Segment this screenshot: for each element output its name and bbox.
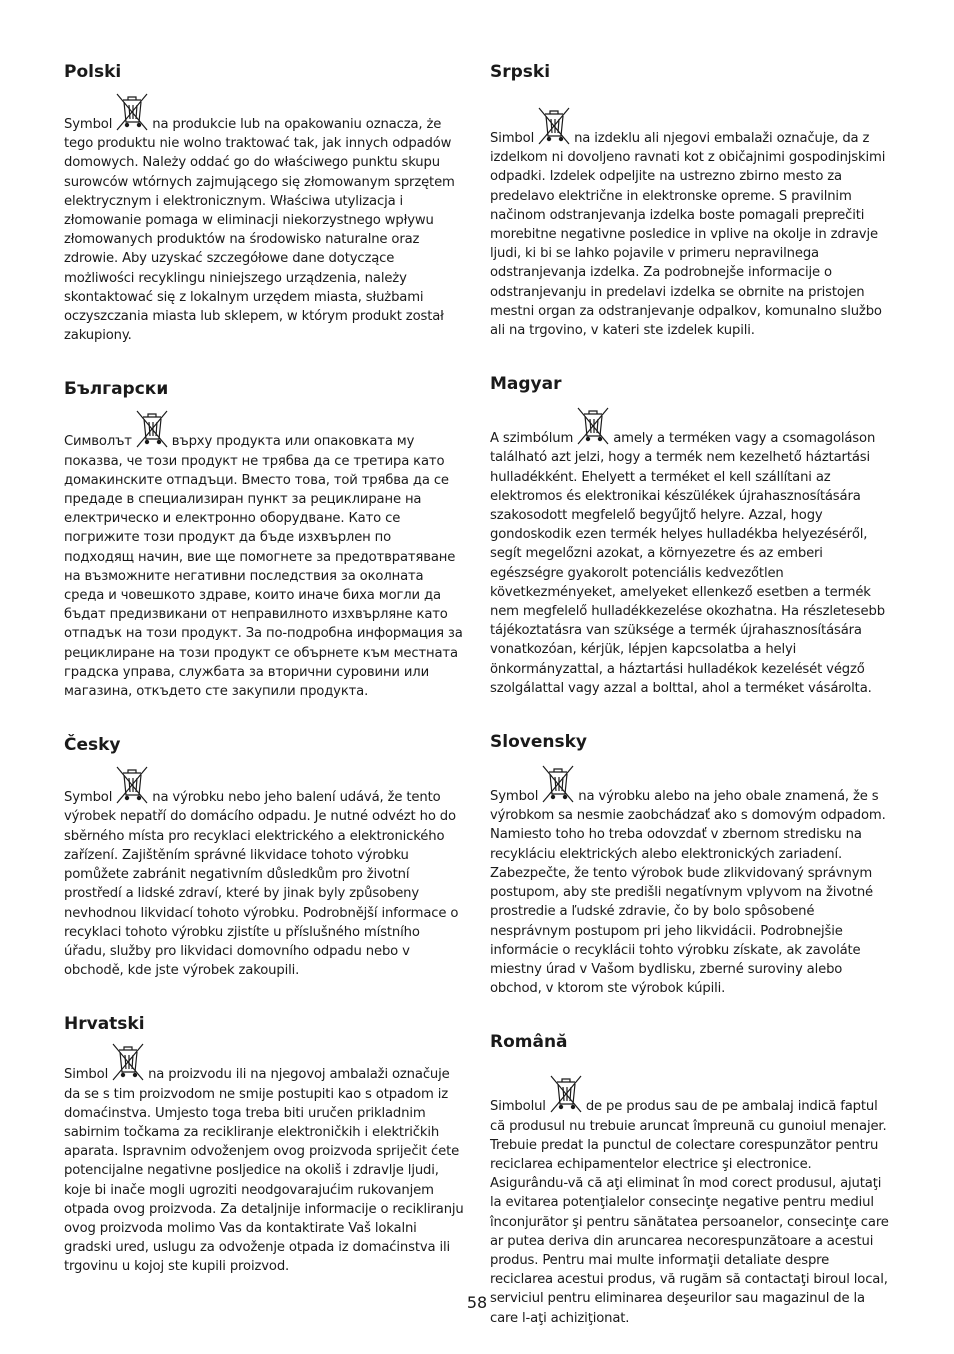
- page-number: 58: [466, 1293, 488, 1312]
- section-croatian: [64, 1012, 464, 1276]
- section-slovak: [490, 730, 890, 998]
- symbol-label: Символът: [64, 434, 132, 450]
- section-heading: Česky: [64, 735, 121, 756]
- section-body: [490, 764, 890, 998]
- section-text: na výrobku nebo jeho balení udává, že tento výrobek nepatří do domácího odpadu. Je nutné odvézt ho do sběrného místa pro recyklaci elektrického a elektronického zařízení. Zajištěním správné likvidace tohoto výrobku pomůžete zabránit negativním důsledkům pro životní prostředí a lidské zdraví, které by jinak byly způsobeny nevhodnou likvidací tohoto výrobku. Podrobnější informace o recyklaci tohoto výrobku zjistíte u příslušného místního úřadu, služby pro likvidaci domovního odpadu nebo v obchodě, kde jste výrobek zakoupili.: [64, 790, 459, 979]
- section-romanian: [490, 1030, 890, 1327]
- section-text: na proizvodu ili na njegovoj ambalaži označuje da se s tim proizvodom ne smije postupiti kao s otpadom iz domaćinstva. Umjesto toga treba biti uručen prikladnim sabirnim točkama za recikliranje elektroničkih i električkih aparata. Ispravnim odvoženjem ovog proizvoda spriječit ćete potencijalne negativne posljedice na okoliš i zdravlje ljudi, koje bi inače mogli ugroziti neodgovarajućim rukovanjem otpada ovog proizvoda. Za detaljnije informacije o recikliranju ovog proizvoda molimo Vas da kontaktirate Vaš lokalni gradski ured, uslugu za odvoženje otpada iz domaćinstva ili trgovinu u kojoj ste kupili proizvod.: [64, 1067, 464, 1275]
- crossed-out-wheelie-bin-icon: [537, 106, 571, 146]
- crossed-out-wheelie-bin-icon: [549, 1074, 583, 1114]
- crossed-out-wheelie-bin-icon: [115, 765, 149, 805]
- section-body: [64, 92, 464, 345]
- section-heading: Български: [64, 379, 169, 400]
- symbol-label: Simbol: [490, 131, 535, 146]
- section-heading: Română: [490, 1032, 568, 1053]
- section-text: amely a terméken vagy a csomagoláson található azt jelzi, hogy a termék nem kezelhető háztartási hulladékként. Ehelyett a terméket el kell szállítani az elektromos és elektronikai készülékek újrahasznosítására szakosodott megfelelő begyűjtő helyre. Azzal, hogy gondoskodik ezen termék helyes hulladékba helyezéséről, segít megelőzni azokat, a környezetre és az emberi egészségre gyakorolt potenciális kedvezőtlen következményeket, amelyeket ellenkező esetben a termék nem megfelelő hulladékkezelése okozhatna. Ha részletesebb tájékoztatásra van szüksége a termék újrahasznosítására vonatkozóan, kérjük, lépjen kapcsolatba a helyi önkormányzattal, a háztartási hulladékok kezelését végző szolgálattal vagy azzal a bolttal, ahol a terméket vásárolta.: [490, 431, 885, 696]
- section-heading: Slovensky: [490, 732, 587, 753]
- section-body: [64, 765, 464, 980]
- section-body: [490, 1074, 890, 1327]
- section-body: [490, 406, 890, 698]
- section-text: na výrobku alebo na jeho obale znamená, že s výrobkom sa nesmie zaobchádzať ako s domovým odpadom. Namiesto toho ho treba odovzdať v zbernom stredisku na recykláciu elektrických alebo elektronických zariadení. Zabezpečte, že tento výrobok bude zlikvidovaný správnym postupom, aby ste predišli negatívnym vplyvom na životné prostredie a ľudské zdravie, čo by bolo spôsobené nesprávnym postupom pri jeho likvidácii. Podrobnejšie informácie o recyklácii tohto výrobku získate, ak zavoláte miestny úrad v Vašom bydlisku, zberné suroviny alebo obchod, v ktorom ste výrobok kúpili.: [490, 789, 886, 997]
- section-czech: [64, 733, 464, 980]
- section-polski: [64, 60, 464, 345]
- symbol-label: A szimbólum: [490, 431, 574, 447]
- section-body: [490, 106, 890, 340]
- crossed-out-wheelie-bin-icon: [576, 406, 610, 446]
- section-heading: Hrvatski: [64, 1014, 145, 1035]
- section-heading: Polski: [64, 62, 122, 82]
- section-text: na produkcie lub na opakowaniu oznacza, że tego produktu nie wolno traktować tak, jak innych odpadów domowych. Należy oddać go do właściwego punktu skupu surowców wtórnych zajmującego się złomowanym sprzętem elektrycznym i elektronicznym. Właściwa utylizacja i złomowanie pomaga w eliminacji niekorzystnego wpływu złomowanych produktów na środowisko naturalne oraz zdrowie. Aby uzyskać szczegółowe dane dotyczące możliwości recyklingu niniejszego urządzenia, należy skontaktować się z lokalnym urzędem miasta, służbami oczyszczania miasta lub sklepem, w którym produkt został zakupiony.: [64, 117, 455, 344]
- crossed-out-wheelie-bin-icon: [135, 409, 169, 449]
- crossed-out-wheelie-bin-icon: [115, 92, 149, 132]
- section-body: [64, 409, 464, 701]
- symbol-label: Simbol: [64, 1067, 109, 1083]
- symbol-label: Symbol: [64, 117, 113, 132]
- section-body: [64, 1042, 464, 1276]
- crossed-out-wheelie-bin-icon: [541, 764, 575, 804]
- section-serbian: [490, 60, 890, 340]
- right-column: [490, 60, 890, 1328]
- section-hungarian: [490, 372, 890, 698]
- symbol-label: Symbol: [490, 789, 539, 805]
- symbol-label: Symbol: [64, 790, 113, 806]
- section-text: na izdeklu ali njegovi embalaži označuje, da z izdelkom ni dovoljeno ravnati kot z običajnimi gospodinjskimi odpadki. Izdelek odpeljite na ustrezno zbirno mesto za predelavo električne in elektronske opreme. S pravilnim načinom odstranjevanja izdelka boste pomagali preprečiti morebitne negativne posledice in vplive na okolje in zdravje ljudi, ki bi se lahko pojavile v primeru nepravilnega odstranjevanja izdelka. Za podrobnejše informacije o odstranjevanju in predelavi izdelka se obrnite na pristojen mestni organ za odstranjevanje odpalkov, komunalno službo ali na trgovino, v kateri ste izdelek kupili.: [490, 131, 886, 339]
- section-text: de pe produs sau de pe ambalaj indică faptul că produsul nu trebuie aruncat împreună cu gunoiul menajer. Trebuie predat la punctul de colectare corespunzător pentru reciclarea echipamentelor electrice şi electronice. Asigurându-vă că aţi eliminat în mod corect produsul, ajutaţi la evitarea potenţialelor consecinţe negative pentru mediul înconjurător şi pentru sănătatea persoanelor, consecinţe care ar putea deriva din aruncarea necorespunzătoare a acestui produs. Pentru mai multe informaţii detaliate despre reciclarea acestui produs, vă rugăm să contactaţi biroul local, serviciul pentru eliminarea deşeurilor sau magazinul de la care l-aţi achiziţionat.: [490, 1099, 889, 1326]
- symbol-label: Simbolul: [490, 1099, 546, 1115]
- section-bulgarian: [64, 377, 464, 701]
- crossed-out-wheelie-bin-icon: [111, 1042, 145, 1082]
- section-heading: Magyar: [490, 374, 562, 395]
- section-text: върху продукта или опаковката му показва, че този продукт не трябва да се третира като домакинските отпадъци. Вместо това, той трябва да се предаде в специализиран пункт за рециклиране на електрическо и електронно оборудване. Като се погрижите този продукт да бъде изхвърлен по подходящ начин, вие ще помогнете за предотвратяване на възможните негативни последствия за околната среда и човешкото здраве, които иначе биха могли да бъдат предизвикани от неправилното изхвърляне като отпадък на този продукт. За по-подробна информация за рециклиране на този продукт се обърнете към местната градска управа, службата за вторични суровини или магазина, откъдето сте закупили продукта.: [64, 434, 463, 700]
- left-column: [64, 60, 464, 1277]
- section-heading: Srpski: [490, 62, 551, 82]
